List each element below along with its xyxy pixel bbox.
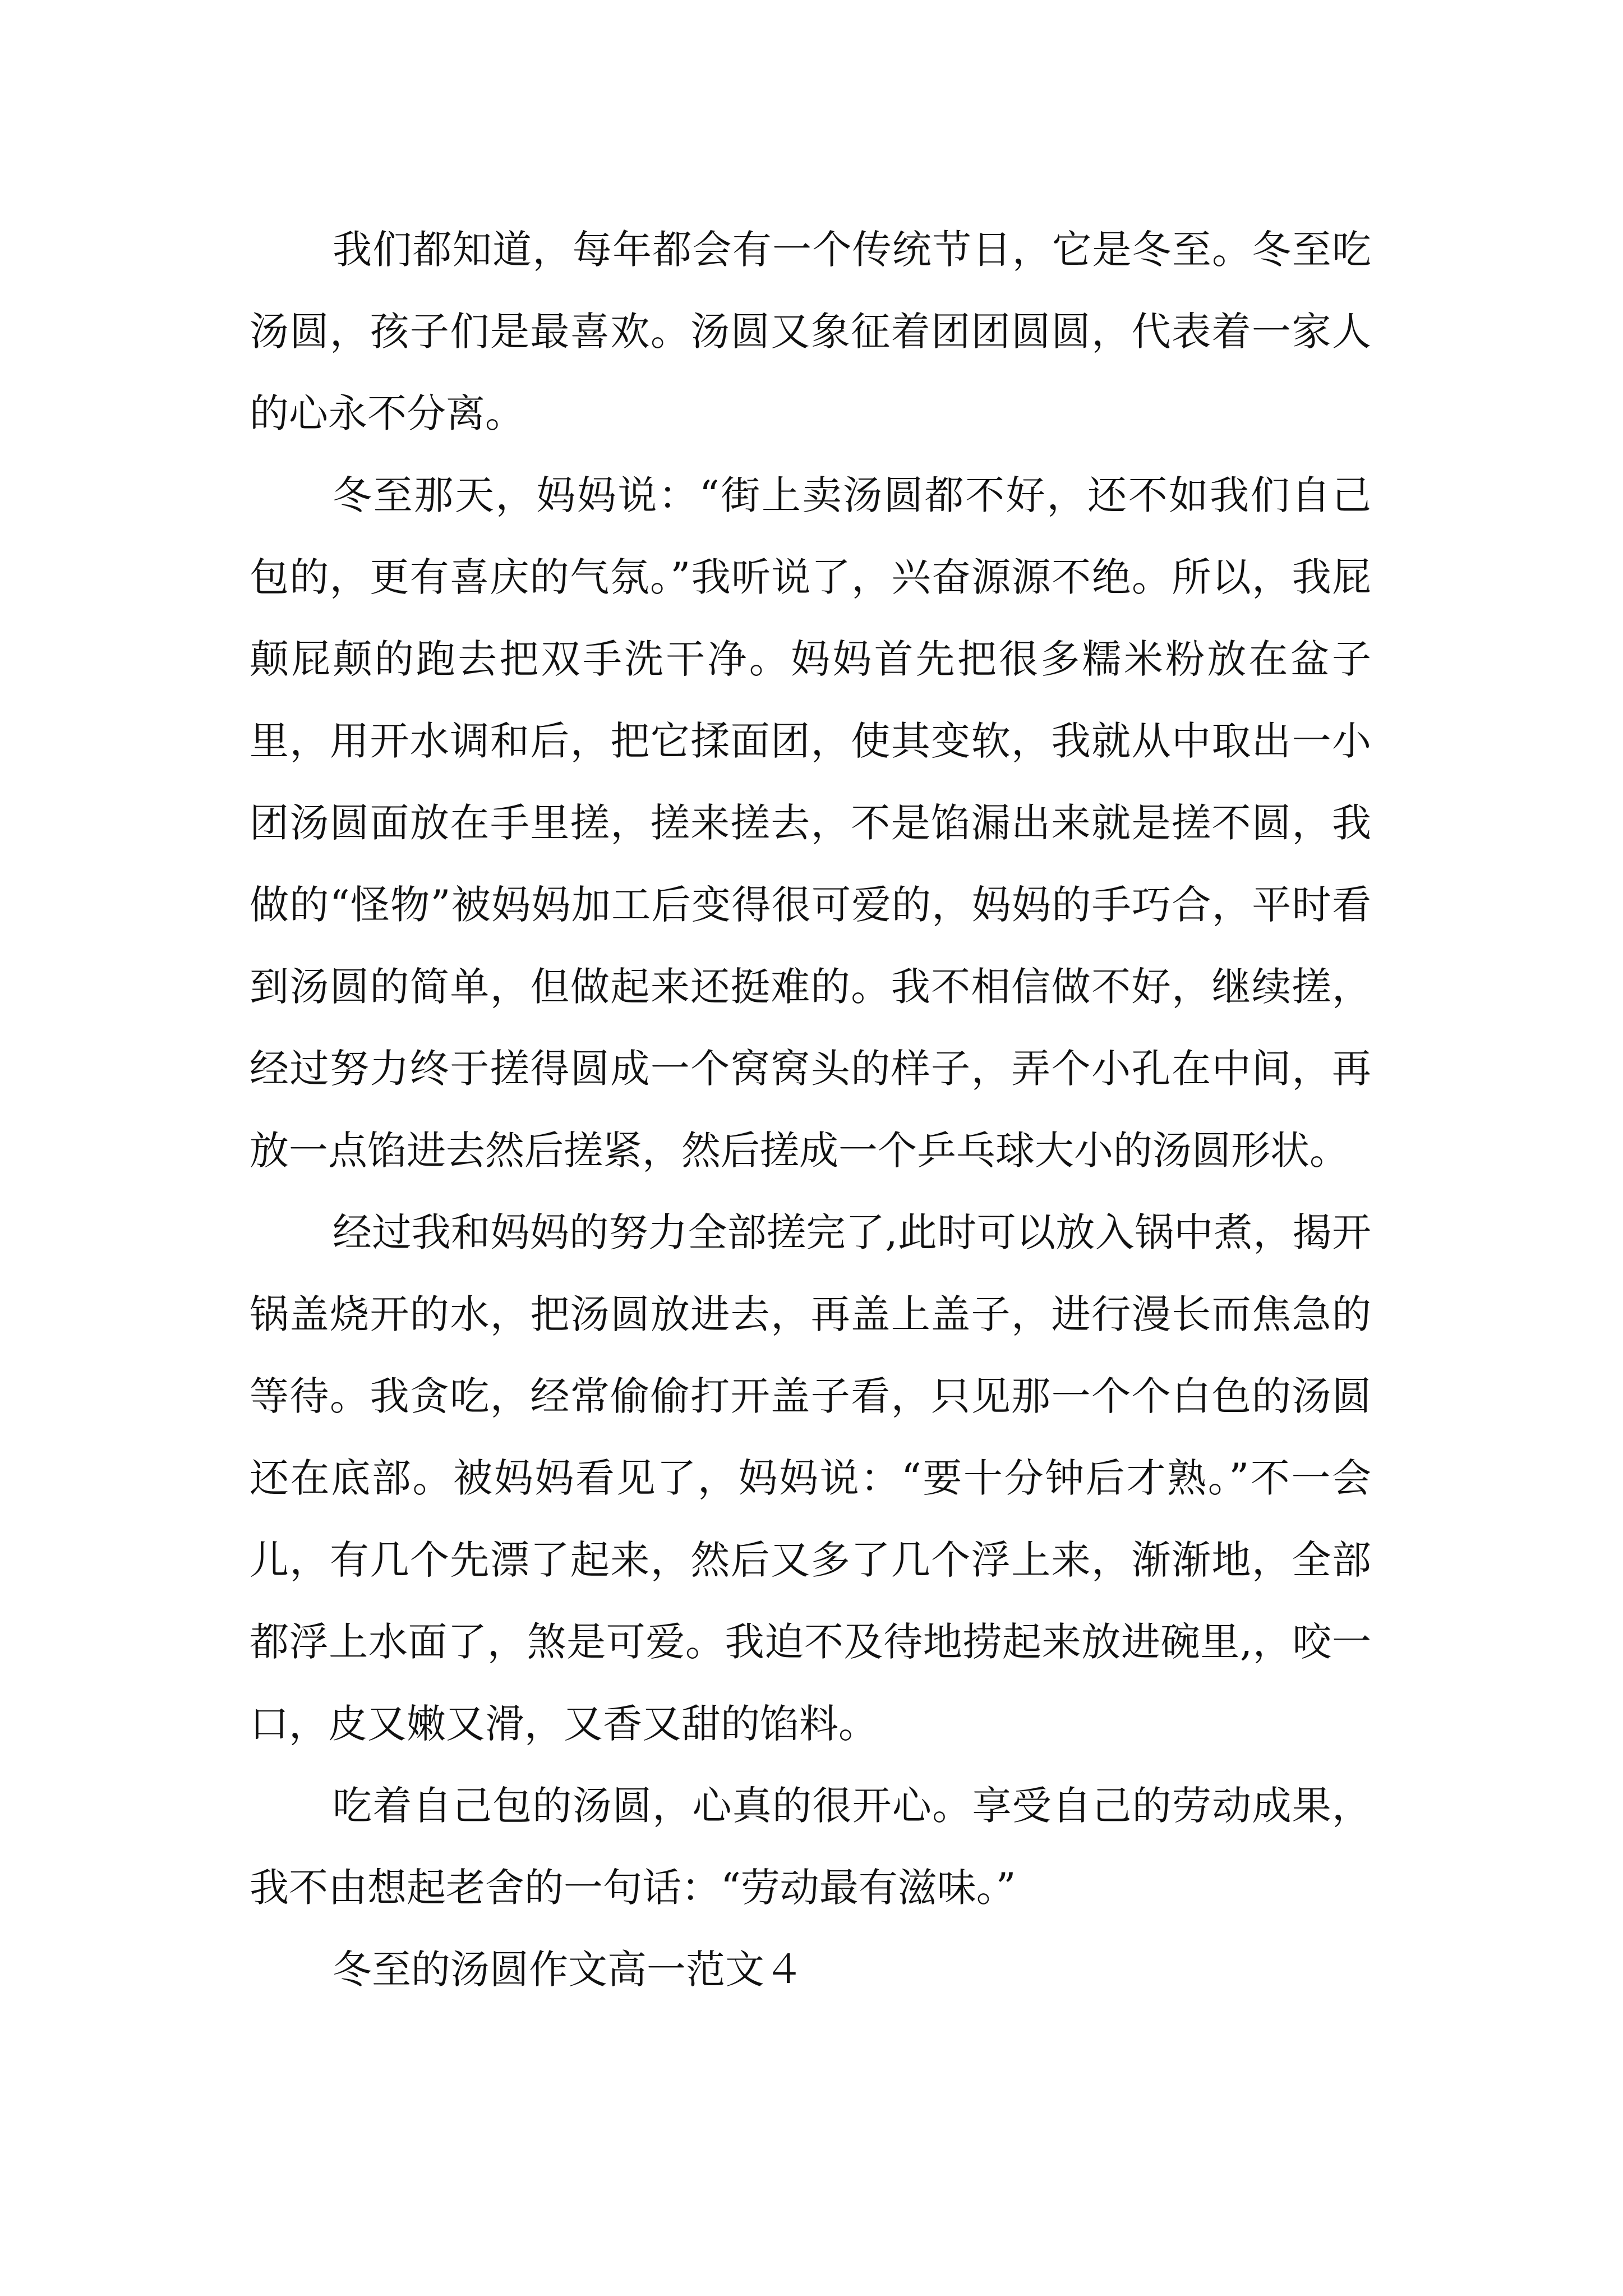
paragraph-conclusion: 吃着自己包的汤圆，心真的很开心。享受自己的劳动成果，我不由想起老舍的一句话：“劳动最有滋味。”	[250, 1783, 1371, 1911]
paragraph-cooking: 经过我和妈妈的努力全部搓完了,此时可以放入锅中煮，揭开锅盖烧开的水，把汤圆放进去，再盖上盖子，进行漫长而焦急的等待。我贪吃，经常偷偷打开盖子看，只见那一个个白色的汤圆还在底部。被妈妈看见了，妈妈说：“要十分钟后才熟。”不一会儿，有几个先漂了起来，然后又多了几个浮上来，渐渐地，全部都浮上水面了，煞是可爱。我迫不及待地捞起来放进碗里,，咬一口，皮又嫩又滑，又香又甜的馅料。	[250, 1209, 1371, 1747]
essay-body	[250, 209, 1371, 2010]
next-essay-heading: 冬至的汤圆作文高一范文４	[333, 1947, 804, 1993]
paragraph-intro: 我们都知道，每年都会有一个传统节日，它是冬至。冬至吃汤圆，孩子们是最喜欢。汤圆又象征着团团圆圆，代表着一家人的心永不分离。	[250, 227, 1371, 436]
paragraph-making-tangyuan: 冬至那天，妈妈说：“街上卖汤圆都不好，还不如我们自己包的，更有喜庆的气氛。”我听说了，兴奋源源不绝。所以，我屁颠屁颠的跑去把双手洗干净。妈妈首先把很多糯米粉放在盆子里，用开水调和后，把它揉面团，使其变软，我就从中取出一小团汤圆面放在手里搓，搓来搓去，不是馅漏出来就是搓不圆，我做的“怪物”被妈妈加工后变得很可爱的，妈妈的手巧合，平时看到汤圆的简单，但做起来还挺难的。我不相信做不好，继续搓，经过努力终于搓得圆成一个窝窝头的样子，弄个小孔在中间，再放一点馅进去然后搓紧，然后搓成一个乒乓球大小的汤圆形状。	[250, 472, 1371, 1174]
